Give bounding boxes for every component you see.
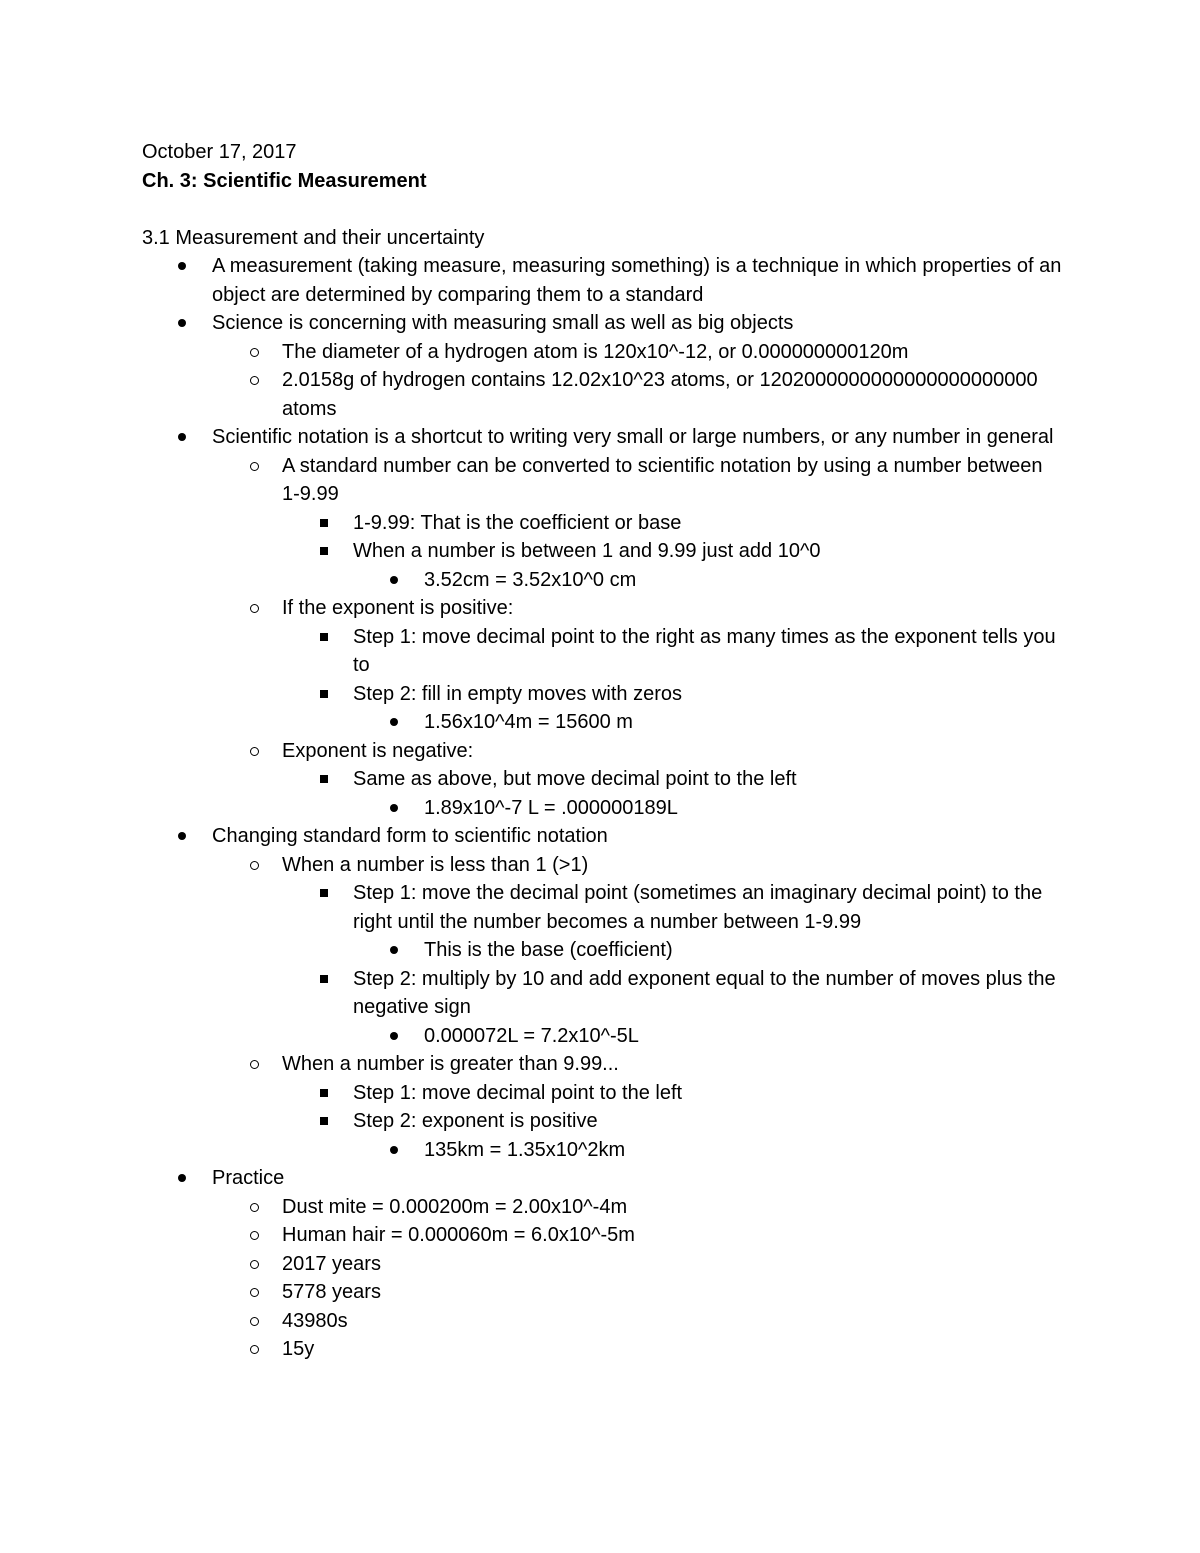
list-item [142, 1278, 1062, 1307]
list-item [142, 537, 1062, 566]
bullet-disc-icon [390, 804, 398, 812]
list-item [142, 1164, 1062, 1193]
list-item [142, 623, 1062, 680]
list-item [142, 452, 1062, 509]
list-item [142, 252, 1062, 309]
bullet-disc-icon [390, 576, 398, 584]
bullet-circle-icon [250, 1060, 259, 1069]
list-item-text: When a number is less than 1 (>1) [282, 853, 589, 876]
bullet-circle-icon [250, 1231, 259, 1240]
list-item-text: 3.52cm = 3.52x10^0 cm [424, 568, 637, 591]
bullet-disc-icon [390, 1032, 398, 1040]
bullet-circle-icon [250, 861, 259, 870]
bullet-circle-icon [250, 1288, 259, 1297]
list-item-text: 5778 years [282, 1281, 381, 1303]
list-item [142, 965, 1062, 1022]
list-item [142, 1079, 1062, 1108]
list-item [142, 1136, 1062, 1165]
list-item [142, 708, 1062, 737]
bullet-circle-icon [250, 376, 259, 385]
bullet-disc-icon [390, 718, 398, 726]
list-item-text: 135km = 1.35x10^2km [424, 1138, 626, 1161]
list-item-text: 1.56x10^4m = 15600 m [424, 711, 633, 733]
list-item-text: Step 2: exponent is positive [353, 1110, 598, 1132]
list-item-text: Step 1: move the decimal point (sometimes an imaginary decimal point) to the right until the number becomes a number between 1-9.99 [353, 882, 1043, 933]
bullet-disc-icon [178, 1174, 186, 1182]
list-item [142, 1250, 1062, 1279]
blank-line [142, 195, 1062, 224]
list-item-text: Step 2: fill in empty moves with zeros [353, 682, 683, 705]
list-item-text: Practice [212, 1167, 285, 1189]
list-item [142, 1193, 1062, 1222]
bullet-circle-icon [250, 1345, 259, 1354]
bullet-circle-icon [250, 1203, 259, 1212]
bullet-circle-icon [250, 1260, 259, 1269]
bullet-square-icon [320, 975, 328, 983]
list-item [142, 1050, 1062, 1079]
list-item-text: Changing standard form to scientific notation [212, 825, 608, 847]
bullet-square-icon [320, 547, 328, 555]
bullet-disc-icon [390, 1146, 398, 1154]
bullet-circle-icon [250, 1317, 259, 1326]
document-date: October 17, 2017 [142, 141, 297, 163]
list-item [142, 936, 1062, 965]
list-item-text: When a number is greater than 9.99... [282, 1053, 619, 1075]
list-item-text: Same as above, but move decimal point to the left [353, 768, 797, 790]
bullet-circle-icon [250, 462, 259, 471]
list-item [142, 509, 1062, 538]
list-item [142, 338, 1062, 367]
bullet-disc-icon [178, 262, 186, 270]
bullet-circle-icon [250, 348, 259, 357]
list-item-text: This is the base (coefficient) [424, 939, 673, 961]
list-item-text: Human hair = 0.000060m = 6.0x10^-5m [282, 1224, 635, 1246]
list-item-text: A standard number can be converted to scientific notation by using a number between 1-9.99 [282, 454, 1043, 505]
list-item [142, 765, 1062, 794]
bullet-circle-icon [250, 747, 259, 756]
list-item [142, 1221, 1062, 1250]
notes-list [142, 252, 1062, 1364]
list-item-text: Exponent is negative: [282, 739, 474, 762]
list-item [142, 1022, 1062, 1051]
bullet-disc-icon [178, 832, 186, 840]
bullet-disc-icon [390, 946, 398, 954]
bullet-disc-icon [178, 433, 186, 441]
list-item [142, 737, 1062, 766]
bullet-square-icon [320, 1117, 328, 1125]
document-page [142, 138, 1062, 1364]
list-item [142, 594, 1062, 623]
list-item-text: 43980s [282, 1309, 348, 1332]
list-item-text: Science is concerning with measuring small as well as big objects [212, 312, 794, 334]
list-item [142, 680, 1062, 709]
list-item [142, 822, 1062, 851]
list-item [142, 1307, 1062, 1336]
list-item [142, 566, 1062, 595]
list-item-text: 2.0158g of hydrogen contains 12.02x10^23 atoms, or 1202000000000000000000000 atoms [282, 369, 1038, 420]
list-item [142, 879, 1062, 936]
section-heading: 3.1 Measurement and their uncertainty [142, 226, 485, 249]
list-item [142, 851, 1062, 880]
list-item-text: Step 1: move decimal point to the left [353, 1081, 683, 1104]
list-item [142, 423, 1062, 452]
list-item-text: If the exponent is positive: [282, 597, 514, 619]
bullet-square-icon [320, 775, 328, 783]
list-item [142, 794, 1062, 823]
bullet-square-icon [320, 889, 328, 897]
bullet-disc-icon [178, 319, 186, 327]
bullet-circle-icon [250, 604, 259, 613]
list-item [142, 309, 1062, 338]
list-item-text: When a number is between 1 and 9.99 just add 10^0 [353, 540, 821, 562]
list-item [142, 1107, 1062, 1136]
list-item-text: Dust mite = 0.000200m = 2.00x10^-4m [282, 1195, 628, 1218]
list-item-text: 1.89x10^-7 L = .000000189L [424, 796, 678, 819]
list-item-text: 1-9.99: That is the coefficient or base [353, 511, 682, 534]
list-item-text: 15y [282, 1338, 315, 1360]
bullet-square-icon [320, 1089, 328, 1097]
list-item-text: Step 2: multiply by 10 and add exponent equal to the number of moves plus the negative sign [353, 967, 1056, 1018]
bullet-square-icon [320, 690, 328, 698]
bullet-square-icon [320, 519, 328, 527]
list-item [142, 1335, 1062, 1364]
list-item-text: Scientific notation is a shortcut to writing very small or large numbers, or any number in general [212, 426, 1054, 448]
list-item-text: 0.000072L = 7.2x10^-5L [424, 1024, 639, 1047]
list-item [142, 366, 1062, 423]
list-item-text: The diameter of a hydrogen atom is 120x10^-12, or 0.000000000120m [282, 340, 909, 363]
list-item-text: 2017 years [282, 1252, 381, 1275]
document-title: Ch. 3: Scientific Measurement [142, 169, 427, 192]
bullet-square-icon [320, 633, 328, 641]
list-item-text: A measurement (taking measure, measuring something) is a technique in which properties of an object are determined by comparing them to a standard [212, 255, 1062, 306]
list-item-text: Step 1: move decimal point to the right as many times as the exponent tells you to [353, 625, 1056, 676]
